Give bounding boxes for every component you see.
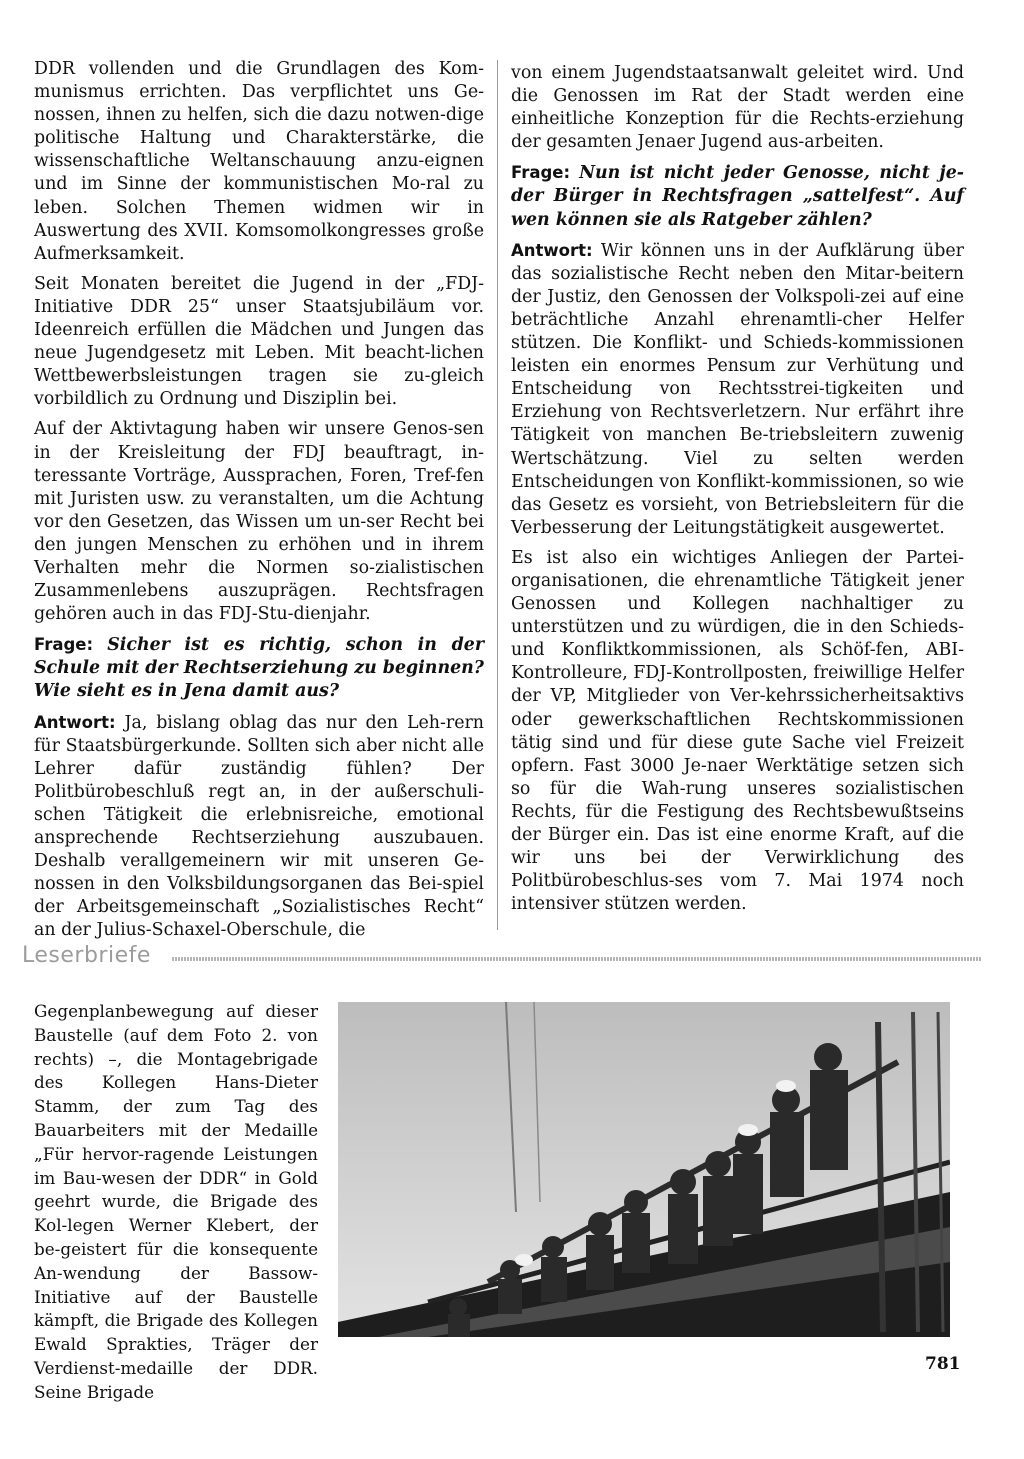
- question-text: Sicher ist es richtig, schon in der Schule mit der Rechtserziehung zu beginnen? Wie sieht es in Jena damit aus?: [34, 635, 484, 702]
- article-left-column: [34, 58, 484, 949]
- article-right-column: [511, 62, 964, 923]
- page-number: 781: [925, 1354, 961, 1374]
- question: [511, 161, 964, 231]
- section-rule: [172, 957, 982, 961]
- answer-text: Wir können uns in der Aufklärung über das sozialistische Recht neben den Mitar-beitern der Justiz, den Genossen der Volkspoli-zei auf eine beträchtliche Anzahl ehrenamtli-cher Helfer stützen. Die Konflikt- und Schieds-kommissionen leisten ein enormes Pensum zur Verhütung und Entscheidung von Rechtsstrei-tigkeiten und Erziehung von Rechtsverletzern. Nur erfährt ihre Tätigkeit von manchen Be-triebsleitern zuwenig Wertschätzung. Viel zu selten werden Entscheidungen von Konflikt-kommissionen, so wie das Gesetz es vorsieht, von Betriebsleitern für die Verbesserung der Leitungstätigkeit ausgewertet.: [511, 240, 964, 538]
- answer-text: Ja, bislang oblag das nur den Leh-rern für Staatsbürgerkunde. Sollten sich aber nicht alle Lehrer dafür zuständig fühlen? Der Politbürobeschluß regt an, in der außerschuli-schen Tätigkeit die erlebnisreiche, emotional ansprechende Rechtserziehung auszubauen. Deshalb verallgemeinern wir mit unseren Ge-nossen in den Volksbildungsorganen das Bei-spiel der Arbeitsgemeinschaft „Sozialistisches Recht“ an der Julius-Schaxel-Oberschule, die: [34, 712, 484, 941]
- answer: [34, 711, 484, 943]
- construction-workers-photo: [338, 1002, 950, 1337]
- answer-label: Antwort:: [511, 240, 593, 260]
- question-label: Frage:: [511, 163, 571, 183]
- reader-letter-text: [34, 1000, 318, 1405]
- paragraph: Auf der Aktivtagung haben wir unsere Genos-sen in der Kreisleitung der FDJ beauftragt, in-teressante Vorträge, Aussprachen, Foren, Tref-fen mit Juristen usw. zu veranstalten, um die Achtung vor den Gesetzen, das Wissen um un-ser Recht bei den jungen Menschen zu erhöhen und in ihrem Verhalten mehr die Normen so-zialistischen Zusammenlebens auszuprägen. Rechtsfragen gehören auch in das FDJ-Stu-dienjahr.: [34, 419, 484, 625]
- paragraph: von einem Jugendstaatsanwalt geleitet wird. Und die Genossen im Rat der Stadt werden eine einheitliche Konzeption für die Rechts-erziehung der gesamten Jenaer Jugend aus-arbeiten.: [511, 63, 964, 153]
- paragraph: DDR vollenden und die Grundlagen des Kom-munismus errichten. Das verpflichtet uns Ge-nossen, ihnen zu helfen, sich die dazu notwen-dige politische Haltung und Charakterstärke, die wissenschaftliche Weltanschauung anzu-eignen und im Sinne der kommunistischen Mo-ral zu leben. Solchen Themen widmen wir in Auswertung des XVII. Komsomolkongresses große Aufmerksamkeit.: [34, 59, 484, 264]
- question-label: Frage:: [34, 635, 94, 655]
- paragraph: Es ist also ein wichtiges Anliegen der Partei-organisationen, die ehrenamtliche Tätigkeit jener Genossen und Kollegen nachhaltiger zu unterstützen und zu würdigen, die in den Schieds- und Konfliktkommissionen, als Schöf-fen, ABI-Kontrolleure, FDJ-Kontrollposten, freiwillige Helfer der VP, Mitglieder von Ver-kehrssicherheitsaktivs oder gewerkschaftlichen Rechtskommissionen tätig sind und für diese gute Sache viel Freizeit opfern. Fast 3000 Je-naer Werktätige setzen sich so für die Wah-rung unseres sozialistischen Rechts, für die Festigung des Rechtsbewußtseins der Bürger ein. Das ist eine enorme Kraft, auf die wir uns bei der Verwirklichung des Politbürobeschlus-ses vom 7. Mai 1974 noch intensiver stützen werden.: [511, 547, 965, 915]
- letter-paragraph: Gegenplanbewegung auf dieser Baustelle (auf dem Foto 2. von rechts) –, die Montagebrigade des Kollegen Hans-Dieter Stamm, der zum Tag des Bauarbeiters mit der Medaille „Für hervor-ragende Leistungen im Bau-wesen der DDR“ in Gold geehrt wurde, die Brigade des Kol-legen Werner Klebert, der be-geistert für die konsequente An-wendung der Bassow-Initiative auf der Baustelle kämpft, die Brigade des Kollegen Ewald Sprakties, Träger der Verdienst-medaille der DDR. Seine Brigade: [34, 1001, 318, 1402]
- answer: [511, 239, 964, 540]
- column-divider: [497, 60, 498, 930]
- answer-label: Antwort:: [34, 712, 116, 732]
- section-title: Leserbriefe: [22, 943, 151, 968]
- section-header: [22, 943, 982, 969]
- question-text: Nun ist nicht jeder Genosse, nicht je-der Bürger in Rechtsfragen „sattelfest“. Auf wen können sie als Ratgeber zählen?: [511, 163, 965, 230]
- paragraph: Seit Monaten bereitet die Jugend in der „FDJ-Initiative DDR 25“ unser Staatsjubiläum vor. Ideenreich erfüllen die Mädchen und Jungen das neue Jugendgesetz mit Leben. Mit beacht-lichen Wettbewerbsleistungen tragen sie zu-gleich vorbildlich zu Ordnung und Disziplin bei.: [34, 273, 484, 410]
- question: [34, 633, 484, 703]
